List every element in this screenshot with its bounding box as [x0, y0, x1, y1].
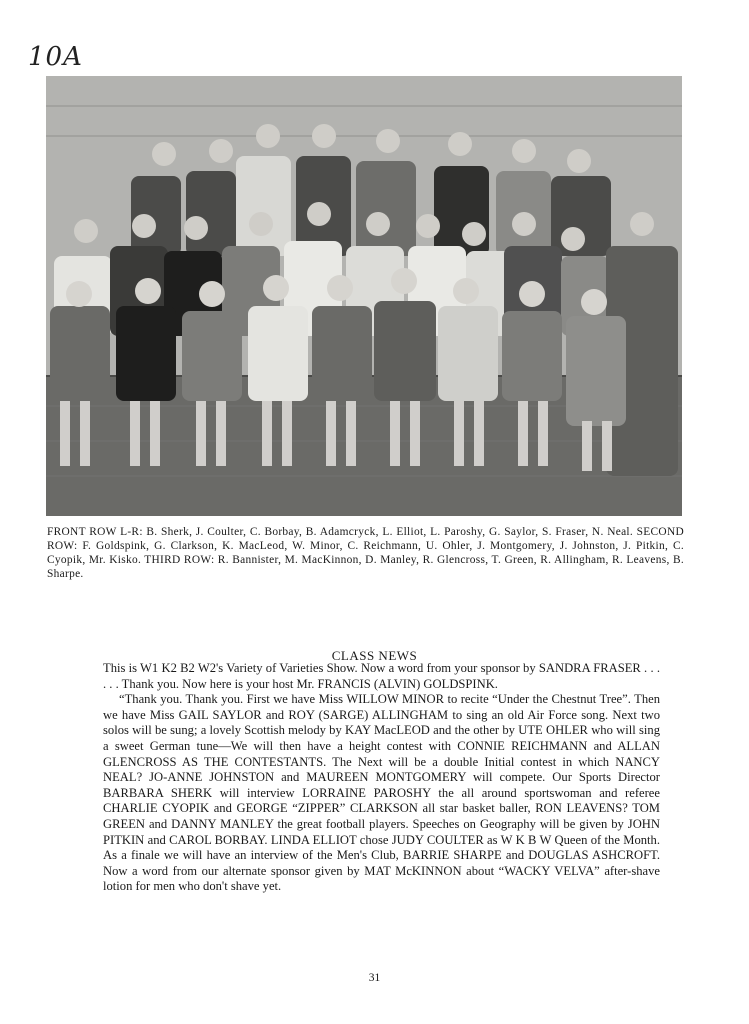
- page-label: 10A: [28, 42, 83, 72]
- photo-caption: FRONT ROW L-R: B. Sherk, J. Coulter, C. Borbay, B. Adamcryck, L. Elliot, L. Paroshy, G. Saylor, S. Fraser, N. Neal. SECOND ROW: F. Goldspink, G. Clarkson, K. MacLeod, W. Minor, C. Reichmann, U. Ohler, J. Montgomery, J. Johnston, J. Pitkin, C. Cyopik, Mr. Kisko. THIRD ROW: R. Bannister, M. MacKinnon, D. Manley, R. Glencross, T. Green, R. Allingham, R. Leavens, B. Sharpe.: [47, 526, 684, 580]
- class-photo-image: [46, 76, 682, 516]
- class-news-body: [103, 661, 660, 895]
- class-news-title: CLASS NEWS: [331, 648, 418, 663]
- class-news-paragraph: This is W1 K2 B2 W2's Variety of Varieties Show. Now a word from your sponsor by SANDRA FRASER . . . . . . Thank you. Now here is your host Mr. FRANCIS (ALVIN) GOLDSPINK.: [103, 661, 660, 691]
- page-number: 31: [368, 972, 381, 984]
- class-photo: [46, 76, 682, 516]
- class-news-paragraph: “Thank you. Thank you. First we have Miss WILLOW MINOR to recite “Under the Chestnut Tree”. Then we have Miss GAIL SAYLOR and ROY (SARGE) ALLINGHAM to sing an old Air Force song. Next two solos will be sung; a lovely Scottish melody by KAY MacLEOD and the other by UTE OHLER who will sing a sweet German tune—We will then have a height contest with CONNIE REICHMANN and ALLAN GLENCROSS AS THE CONTESTANTS. The Next will be a double Initial contest in which NANCY NEAL? JO-ANNE JOHNSTON and MAUREEN MONTGOMERY will compete. Our Sports Director BARBARA SHERK will interview LORRAINE PAROSHY the all around sportswoman and referee CHARLIE CYOPIK and GEORGE “ZIPPER” CLARKSON all star basket baller, RON LEAVENS? TOM GREEN and DANNY MANLEY the great football players. Speeches on Geography will be given by JOHN PITKIN and CAROL BORBAY. LINDA ELLIOT chose JUDY COULTER as W K B W Queen of the Month. As a finale we will have an interview of the Men's Club, BARRIE SHARPE and DOUGLAS ASHCROFT. Now a word from our alternate sponsor given by MAT McKINNON about “WACKY VELVA” after-shave lotion for men who don't shave yet.: [103, 692, 660, 894]
